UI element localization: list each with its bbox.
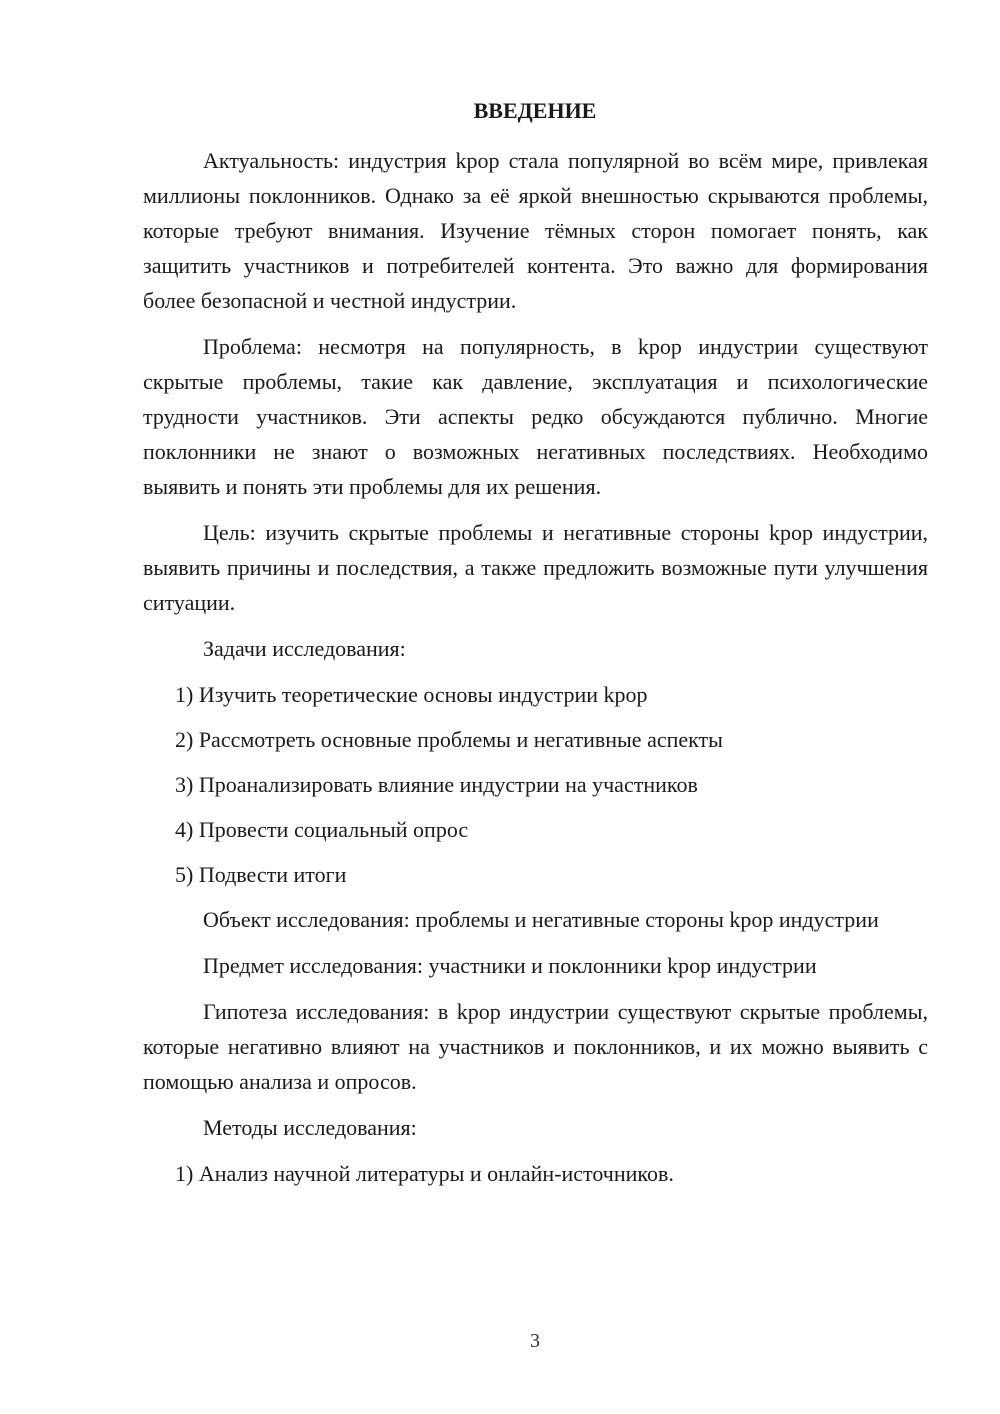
relevance-paragraph: Актуальность: индустрия kpop стала популярной во всём мире, привлекая миллионы поклонников. Однако за её яркой внешностью скрываются проблемы, которые требуют внимания. Изучение тёмных сторон помогает понять, как защитить участников и потребителей контента. Это важно для формирования более безопасной и честной индустрии. [143, 148, 928, 313]
goal-paragraph: Цель: изучить скрытые проблемы и негативные стороны kpop индустрии, выявить причины и последствия, а также предложить возможные пути улучшения ситуации. [143, 520, 928, 615]
task-item-5: 5) Подвести итоги [175, 862, 347, 887]
method-item-1: 1) Анализ научной литературы и онлайн-источников. [175, 1161, 674, 1186]
task-item-2: 2) Рассмотреть основные проблемы и негативные аспекты [175, 727, 723, 752]
methods-list [143, 1156, 928, 1191]
task-item-4: 4) Провести социальный опрос [175, 817, 469, 842]
methods-heading: Методы исследования: [203, 1115, 417, 1140]
tasks-heading: Задачи исследования: [203, 636, 406, 661]
page-number: 3 [530, 1330, 540, 1352]
task-item-3: 3) Проанализировать влияние индустрии на участников [175, 772, 698, 797]
task-item-1: 1) Изучить теоретические основы индустрии kpop [175, 682, 648, 707]
problem-paragraph: Проблема: несмотря на популярность, в kpop индустрии существуют скрытые проблемы, такие как давление, эксплуатация и психологические трудности участников. Эти аспекты редко обсуждаются публично. Многие поклонники не знают о возможных негативных последствиях. Необходимо выявить и понять эти проблемы для их решения. [143, 334, 928, 499]
page-body [143, 143, 928, 1201]
tasks-list [143, 677, 928, 892]
object-paragraph: Объект исследования: проблемы и негативные стороны kpop индустрии [203, 907, 879, 932]
section-heading: ВВЕДЕНИЕ [473, 98, 597, 123]
hypothesis-paragraph: Гипотеза исследования: в kpop индустрии существуют скрытые проблемы, которые негативно влияют на участников и поклонников, и их можно выявить с помощью анализа и опросов. [143, 999, 928, 1094]
subject-paragraph: Предмет исследования: участники и поклонники kpop индустрии [203, 953, 817, 978]
